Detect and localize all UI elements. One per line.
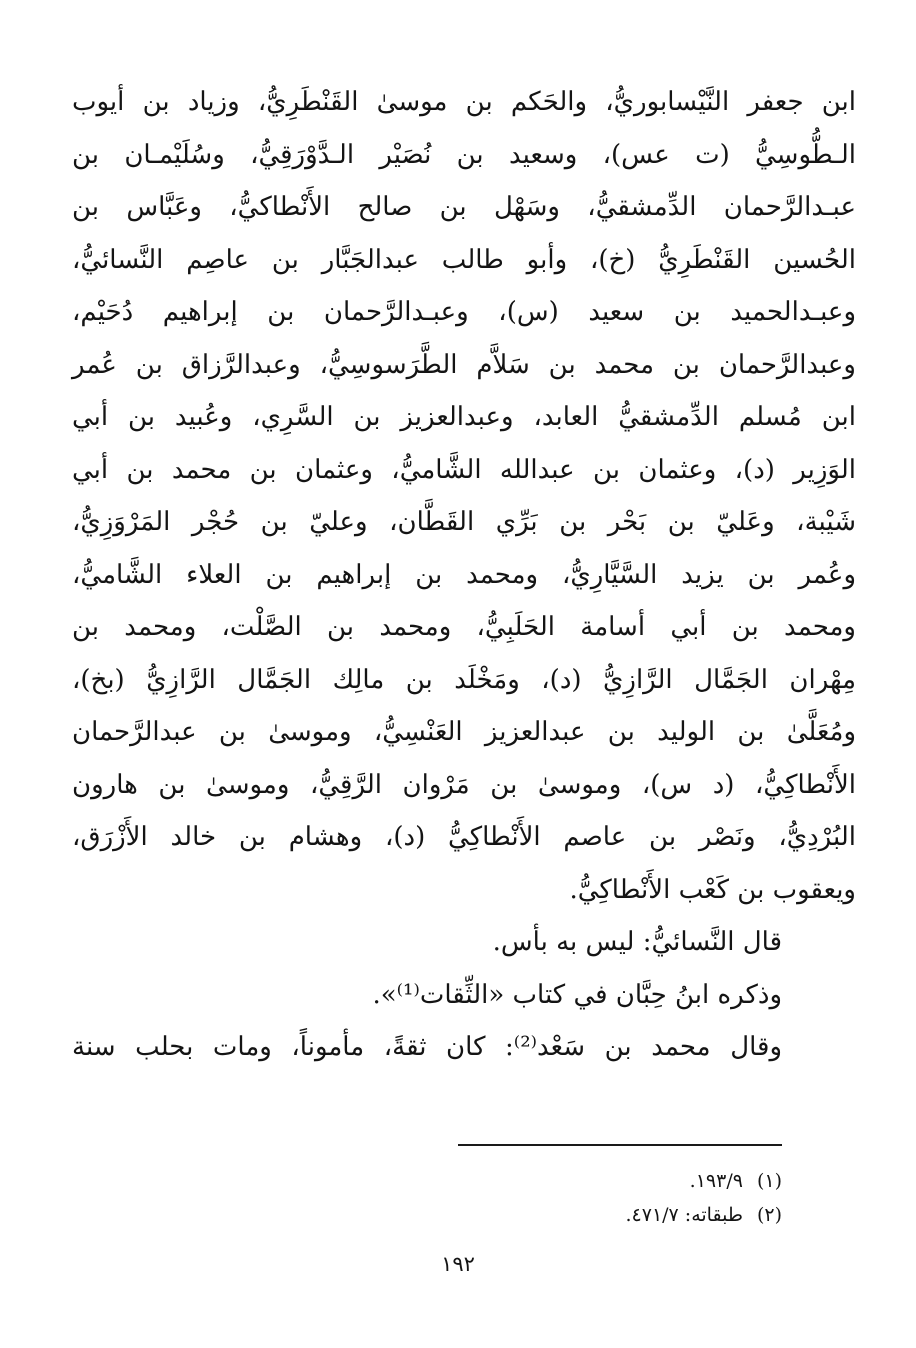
body-line: البُرْدِيُّ، ونَصْر بن عاصم الأَنْطاكِيُّ (د)، وهشام بن خالد الأَزْرَق، [72, 822, 856, 852]
body-line: ويعقوب بن كَعْب الأَنْطاكِيُّ. [569, 874, 856, 905]
footnote-separator [458, 1144, 782, 1146]
body-line: ومُعَلَّىٰ بن الوليد بن عبدالعزيز العَنْسِيُّ، وموسىٰ بن عبدالرَّحمان [72, 717, 856, 747]
footnote-text: طبقاته: ٤٧١/٧. [625, 1204, 743, 1226]
footnote-number: (٢) [756, 1204, 782, 1226]
body-line: عبـدالرَّحمان الدِّمشقيُّ، وسَهْل بن صالح الأَنْطاكيُّ، وعَبَّاس بن [72, 192, 856, 222]
main-text [72, 76, 856, 1074]
footnote [382, 1198, 782, 1232]
body-line: وعبدالرَّحمان بن محمد بن سَلاَّم الطَّرَسوسِيُّ، وعبدالرَّزاق بن عُمر [72, 349, 856, 380]
body-line: الوَزِير (د)، وعثمان بن عبدالله الشَّاميُّ، وعثمان بن محمد بن أبي [72, 454, 856, 485]
body-line: ابن مُسلم الدِّمشقيُّ العابد، وعبدالعزيز بن السَّرِي، وعُبيد بن أبي [72, 402, 856, 432]
body-line: الـطُّوسِيُّ (ت عس)، وسعيد بن نُصَيْر الـدَّوْرَقِيُّ، وسُلَيْمـان بن [72, 139, 856, 170]
body-line: الأَنْطاكِيُّ، (د س)، وموسىٰ بن مَرْوان الرَّقِيُّ، وموسىٰ بن هارون [72, 769, 856, 800]
footnote-number: (١) [756, 1170, 782, 1192]
footnote-text: ١٩٣/٩. [689, 1170, 743, 1192]
paragraph-ibn-sad: وقال محمد بن سَعْد⁽²⁾: كان ثقةً، مأموناً، ومات بحلب سنة [72, 1032, 782, 1062]
paragraph-nasai: قال النَّسائيُّ: ليس به بأس. [492, 927, 782, 957]
footnotes [382, 1164, 782, 1232]
footnote [382, 1164, 782, 1198]
body-line: مِهْران الجَمَّال الرَّازِيُّ (د)، ومَخْلَد بن مالِك الجَمَّال الرَّازِيُّ (بخ)، [72, 664, 856, 695]
body-line: ومحمد بن أبي أسامة الحَلَبِيُّ، ومحمد بن الصَّلْت، ومحمد بن [72, 612, 856, 642]
page-number: ١٩٢ [441, 1252, 475, 1276]
body-line: وعبـدالحميد بن سعيد (س)، وعبـدالرَّحمان بن إبراهيم دُحَيْم، [72, 297, 856, 327]
body-line: الحُسين القَنْطَرِيُّ (خ)، وأبو طالب عبدالجَبَّار بن عاصِم النَّسائيُّ، [72, 244, 856, 275]
paragraph-ibn-hibban: وذكره ابنُ حِبَّان في كتاب «الثِّقات⁽¹⁾». [372, 979, 782, 1010]
body-line: شَيْبة، وعَليّ بن بَحْر بن بَرِّي القَطَّان، وعليّ بن حُجْر المَرْوَزِيُّ، [72, 507, 856, 537]
body-line: وعُمر بن يزيد السَّيَّارِيُّ، ومحمد بن إبراهيم بن العلاء الشَّاميُّ، [72, 559, 856, 590]
body-line: ابن جعفر النَّيْسابوريُّ، والحَكم بن موسىٰ القَنْطَرِيُّ، وزياد بن أيوب [72, 87, 856, 117]
